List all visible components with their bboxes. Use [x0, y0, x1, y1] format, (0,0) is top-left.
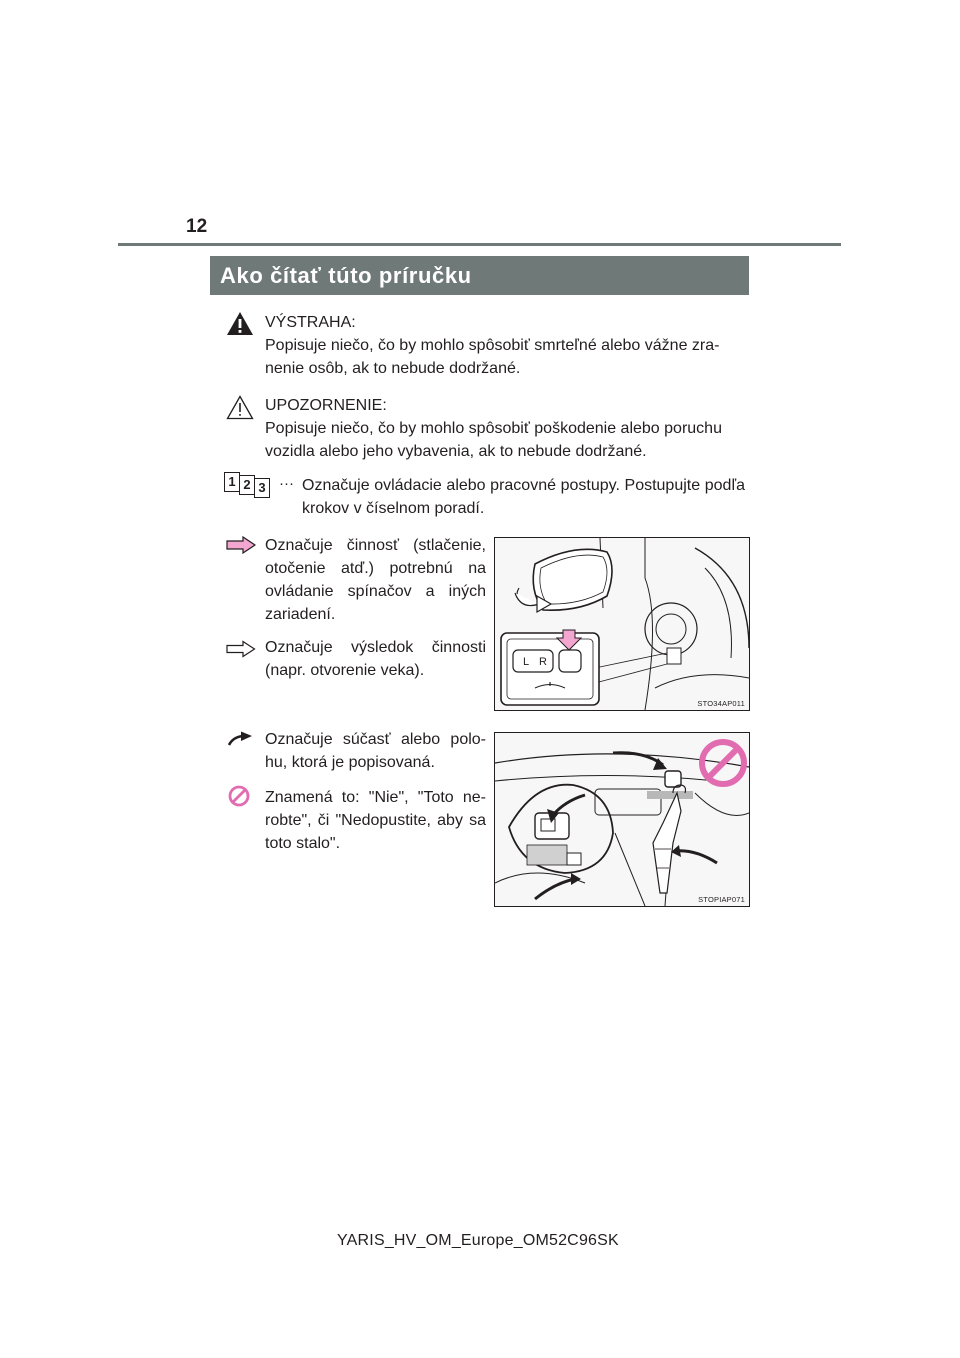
component-description: Označuje súčasť alebo polo-hu, ktorá je popisovaná.	[265, 731, 486, 771]
result-description: Označuje výsledok činnosti (napr. otvorenie veka).	[265, 639, 486, 679]
warning-triangle-filled-icon	[226, 311, 254, 336]
figure-code-mirror: STO34AP011	[697, 699, 745, 708]
pink-arrow-icon	[226, 536, 256, 554]
switch-label-left: L	[523, 656, 530, 668]
step-number-3: 3	[254, 478, 270, 498]
caution-block	[265, 394, 745, 463]
switch-label-right: R	[539, 656, 547, 668]
steps-description: Označuje ovládacie alebo pracovné postupy. Postupujte podľa krokov v číselnom poradí.	[302, 477, 745, 517]
steps-ellipsis: ···	[279, 475, 294, 492]
interior-drawing	[495, 733, 749, 906]
warning-triangle-outline-icon	[226, 395, 254, 420]
warning-block	[265, 311, 745, 380]
caution-description: Popisuje niečo, čo by mohlo spôsobiť poškodenie alebo poruchu vozidla alebo jeho vybavenia, ak to nebude dodržané.	[265, 420, 722, 460]
step-number-2: 2	[239, 475, 255, 495]
black-curved-arrow-icon	[227, 731, 253, 747]
figure-code-interior: STOPIAP071	[698, 895, 745, 904]
mirror-drawing	[495, 538, 749, 710]
section-title: Ako čítať túto príručku	[210, 256, 749, 295]
warning-description: Popisuje niečo, čo by mohlo spôsobiť smrteľné alebo vážne zra-nenie osôb, ak to nebude dodržané.	[265, 337, 720, 377]
interior-illustration	[494, 732, 750, 907]
outline-arrow-icon	[226, 640, 256, 658]
prohibition-icon	[228, 785, 250, 807]
caution-heading: UPOZORNENIE:	[265, 397, 387, 414]
prohibition-description: Znamená to: "Nie", "Toto ne-robte", či "Nedopustite, aby sa toto stalo".	[265, 789, 486, 852]
header-rule	[118, 243, 841, 246]
document-code: YARIS_HV_OM_Europe_OM52C96SK	[337, 1232, 619, 1249]
warning-heading: VÝSTRAHA:	[265, 314, 356, 331]
step-number-1: 1	[224, 472, 240, 492]
page-number: 12	[186, 216, 208, 237]
action-description: Označuje činnosť (stlačenie, otočenie atď.) potrebnú na ovládanie spínačov a iných zariadení.	[265, 537, 486, 623]
numbered-steps-icon	[224, 472, 284, 494]
mirror-adjustment-illustration	[494, 537, 750, 711]
